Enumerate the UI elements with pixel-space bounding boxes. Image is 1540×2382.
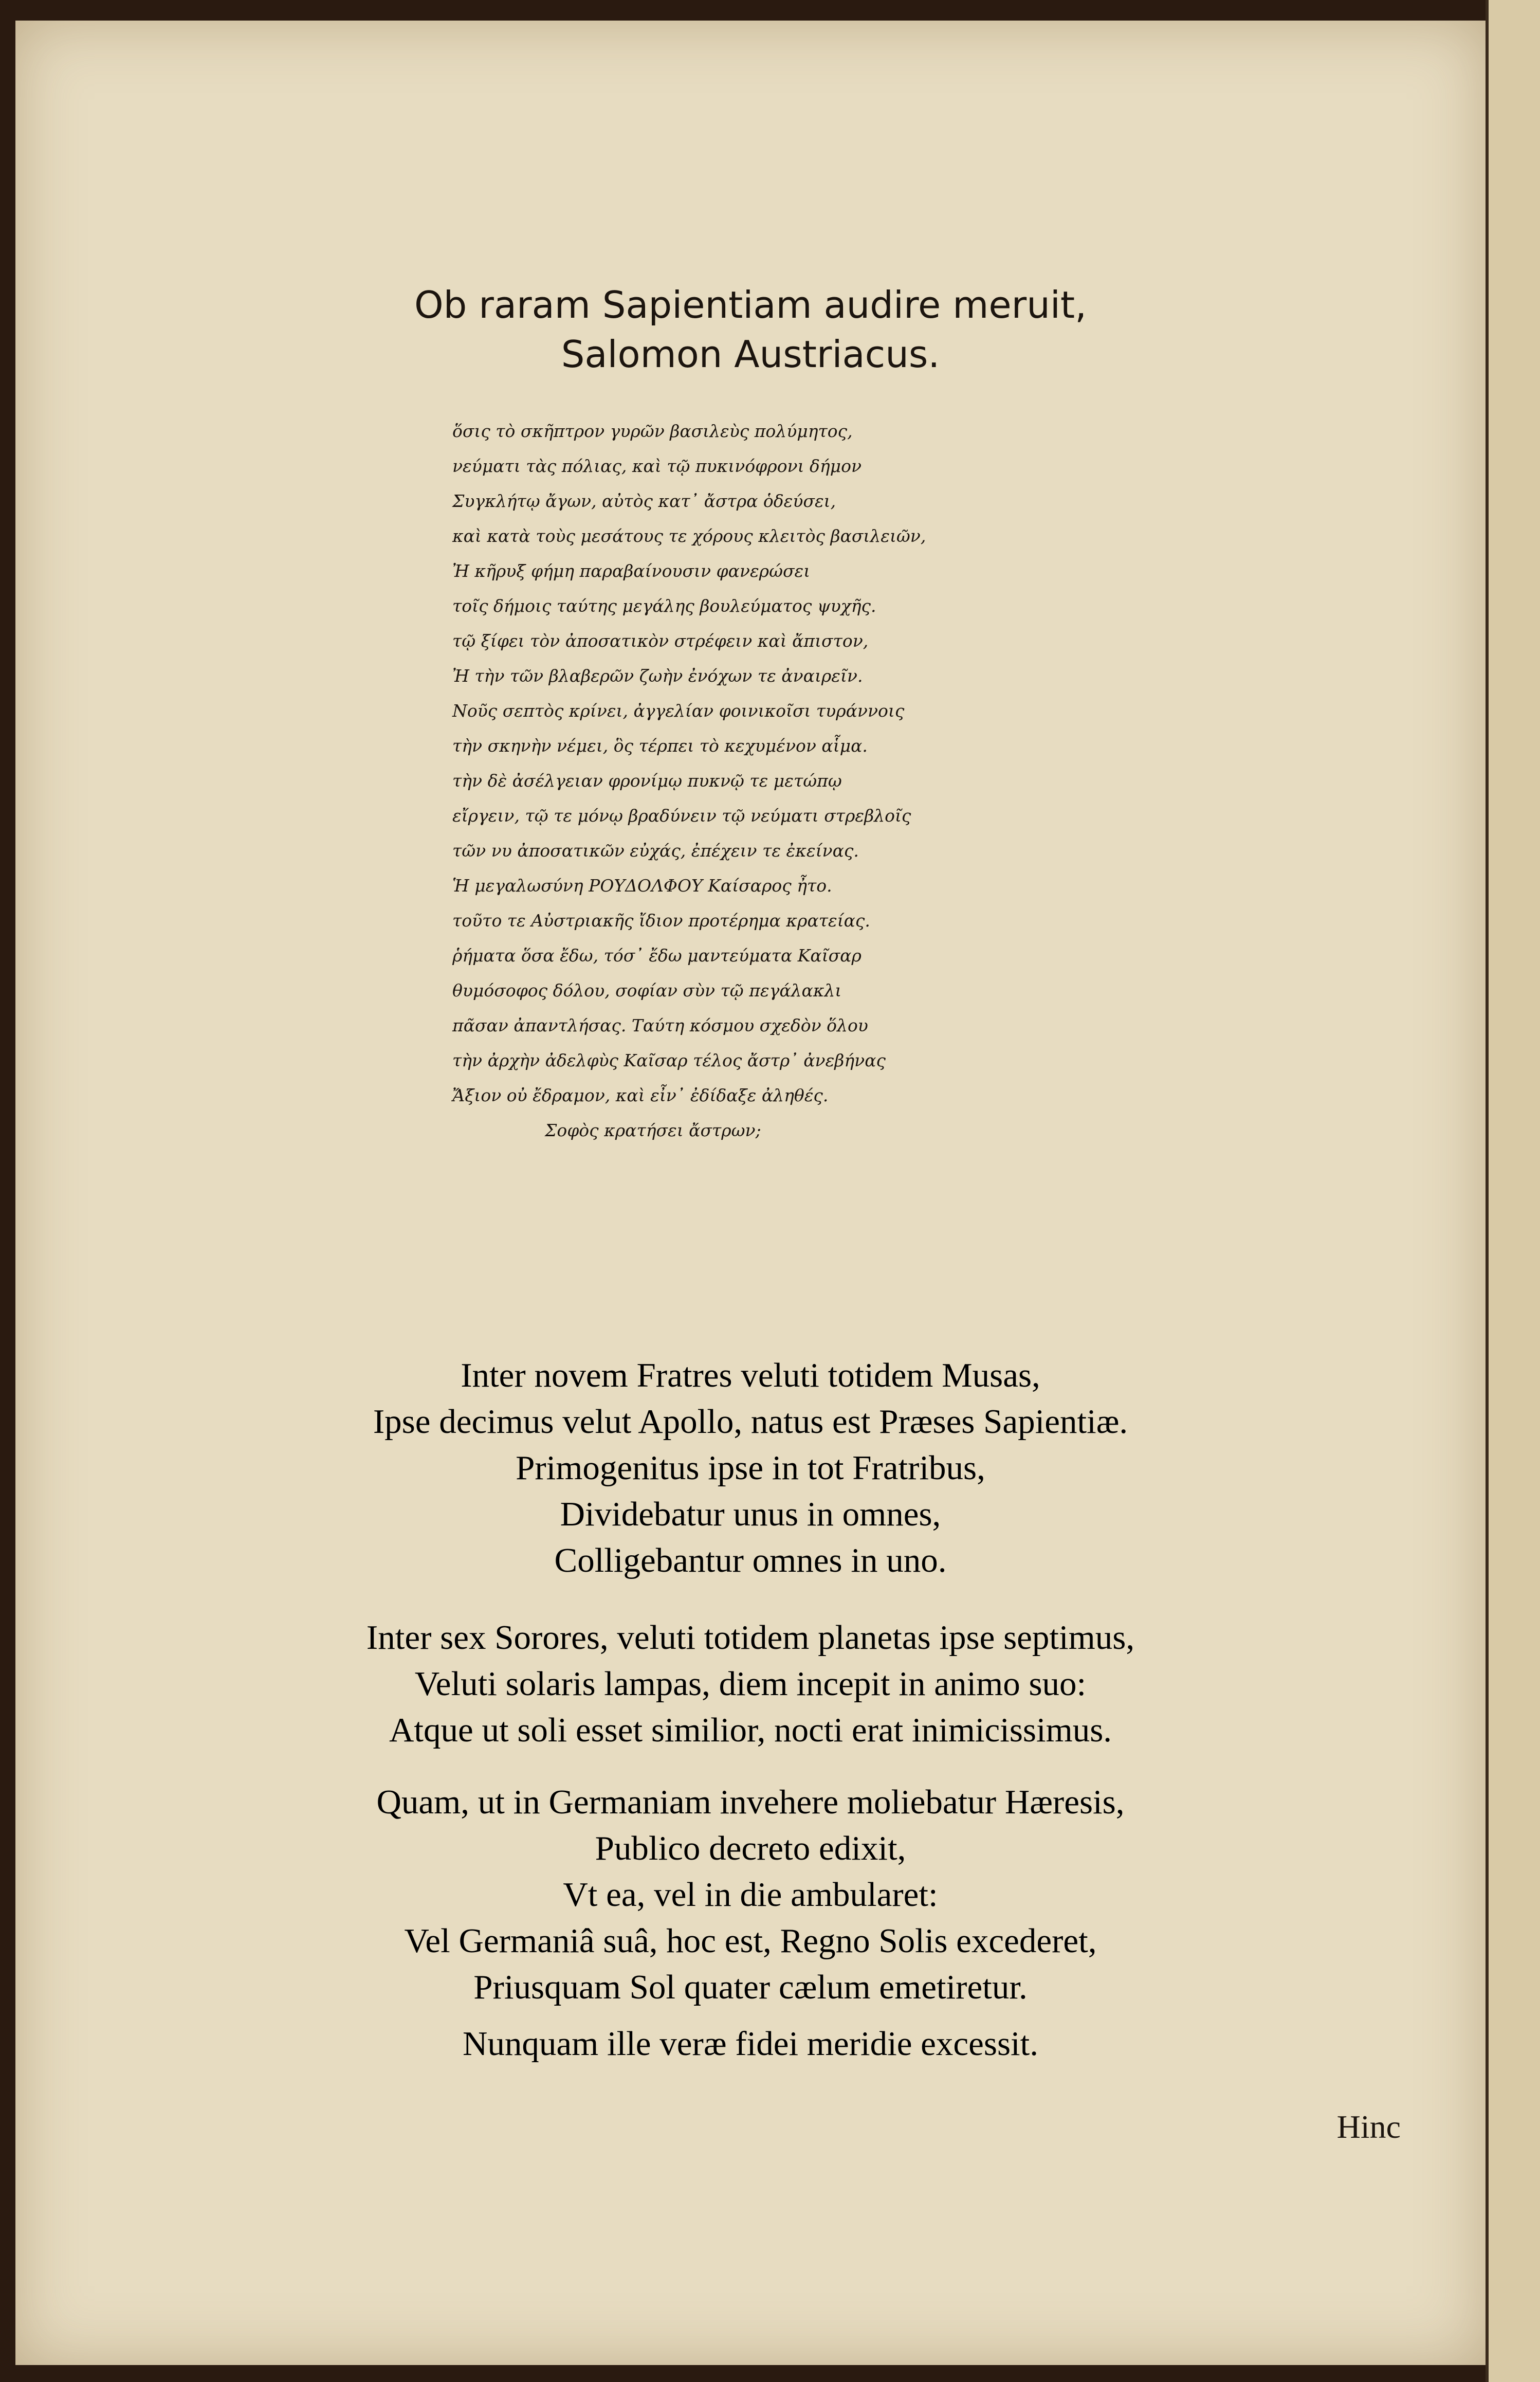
stanza-line: Vt ea, vel in die ambularet: xyxy=(563,1876,938,1914)
latin-stanza-1 xyxy=(15,1352,1486,1584)
greek-line: πᾶσαν ἀπαντλήσας. Ταύτη κόσμου σχεδὸν ὅλου xyxy=(452,1015,868,1035)
greek-line: τοῖς δήμοις ταύτης μεγάλης βουλεύματος ψυχῆς. xyxy=(452,596,876,616)
stanza-line: Priusquam Sol quater cælum emetiretur. xyxy=(473,1968,1028,2006)
greek-line: Ἡ μεγαλωσύνη ΡΟΥΔΟΛΦΟΥ Καίσαρος ἦτο. xyxy=(452,876,832,896)
greek-line: Ἠ τὴν τῶν βλαβερῶν ζωὴν ἐνόχων τε ἀναιρεῖν. xyxy=(452,666,863,686)
latin-stanza-3 xyxy=(15,1779,1486,2010)
latin-stanza-4 xyxy=(15,2021,1486,2067)
greek-line: Νοῦς σεπτὸς κρίνει, ἀγγελίαν φοινικοῖσι τυράννοις xyxy=(452,701,905,721)
greek-line: τοῦτο τε Αὐστριακῆς ἴδιον προτέρημα κρατείας. xyxy=(452,911,870,931)
greek-poem xyxy=(452,414,926,1148)
greek-line: Συγκλήτῳ ἄγων, αὐτὸς κατ᾽ ἄστρα ὁδεύσει, xyxy=(452,491,836,511)
stanza-line: Primogenitus ipse in tot Fratribus, xyxy=(516,1449,985,1487)
greek-line: Ἠ κῆρυξ φήμη παραβαίνουσιν φανερώσει xyxy=(452,561,811,581)
greek-line: Ἄξιον οὐ ἔδραμον, καὶ εἶν᾽ ἐδίδαξε ἀληθές. xyxy=(452,1085,829,1105)
stanza-line: Colligebantur omnes in uno. xyxy=(554,1541,947,1579)
greek-line: τὴν δὲ ἀσέλγειαν φρονίμῳ πυκνῷ τε μετώπῳ xyxy=(452,771,842,791)
greek-line: καὶ κατὰ τοὺς μεσάτους τε χόρους κλειτὸς βασιλειῶν, xyxy=(452,526,926,546)
greek-line: Σοφὸς κρατήσει ἄστρων; xyxy=(545,1120,761,1140)
greek-line: νεύματι τὰς πόλιας, καὶ τῷ πυκινόφρονι δήμον xyxy=(452,456,862,476)
stanza-line: Inter sex Sorores, veluti totidem planetas ipse septimus, xyxy=(366,1619,1135,1657)
stanza-line: Quam, ut in Germaniam invehere moliebatur Hæresis, xyxy=(376,1783,1125,1821)
title-line-1: Ob raram Sapientiam audire meruit, xyxy=(414,283,1087,326)
stanza-line: Nunquam ille veræ fidei meridie excessit. xyxy=(462,2025,1039,2063)
stanza-line: Atque ut soli esset similior, nocti erat inimicissimus. xyxy=(389,1711,1112,1749)
greek-line: εἴργειν, τῷ τε μόνῳ βραδύνειν τῷ νεύματι στρεβλοῖς xyxy=(452,806,911,826)
stanza-line: Publico decreto edixit, xyxy=(595,1829,906,1867)
book-page xyxy=(15,21,1486,2365)
stanza-line: Dividebatur unus in omnes, xyxy=(560,1495,941,1533)
greek-line: τῷ ξίφει τὸν ἀποσατικὸν στρέφειν καὶ ἄπιστον, xyxy=(452,631,869,651)
stanza-line: Ipse decimus velut Apollo, natus est Præses Sapientiæ. xyxy=(373,1403,1128,1441)
greek-line: θυμόσοφος δόλου, σοφίαν σὺν τῷ πεγάλακλι xyxy=(452,980,842,1001)
greek-line: ὅσις τὸ σκῆπτρον γυρῶν βασιλεὺς πολύμητος, xyxy=(452,421,853,441)
next-page-edge xyxy=(1486,0,1540,2382)
stanza-line: Veluti solaris lampas, diem incepit in animo suo: xyxy=(414,1665,1087,1703)
stanza-line: Vel Germaniâ suâ, hoc est, Regno Solis excederet, xyxy=(404,1922,1097,1960)
greek-line: τὴν ἀρχὴν ἀδελφὺς Καῖσαρ τέλος ἄστρ᾽ ἀνεβήνας xyxy=(452,1050,886,1070)
catchword: Hinc xyxy=(1336,2108,1401,2145)
stanza-line: Inter novem Fratres veluti totidem Musas, xyxy=(461,1356,1040,1394)
greek-line: τὴν σκηνὴν νέμει, ὃς τέρπει τὸ κεχυμένον αἷμα. xyxy=(452,736,868,756)
latin-stanza-2 xyxy=(15,1614,1486,1753)
greek-line: ῥήματα ὅσα ἔδω, τόσ᾽ ἔδω μαντεύματα Καῖσαρ xyxy=(452,945,861,966)
page-title xyxy=(15,280,1486,379)
greek-line: τῶν νυ ἀποσατικῶν εὐχάς, ἐπέχειν τε ἐκείνας. xyxy=(452,841,859,861)
title-line-2: Salomon Austriacus. xyxy=(561,333,940,376)
